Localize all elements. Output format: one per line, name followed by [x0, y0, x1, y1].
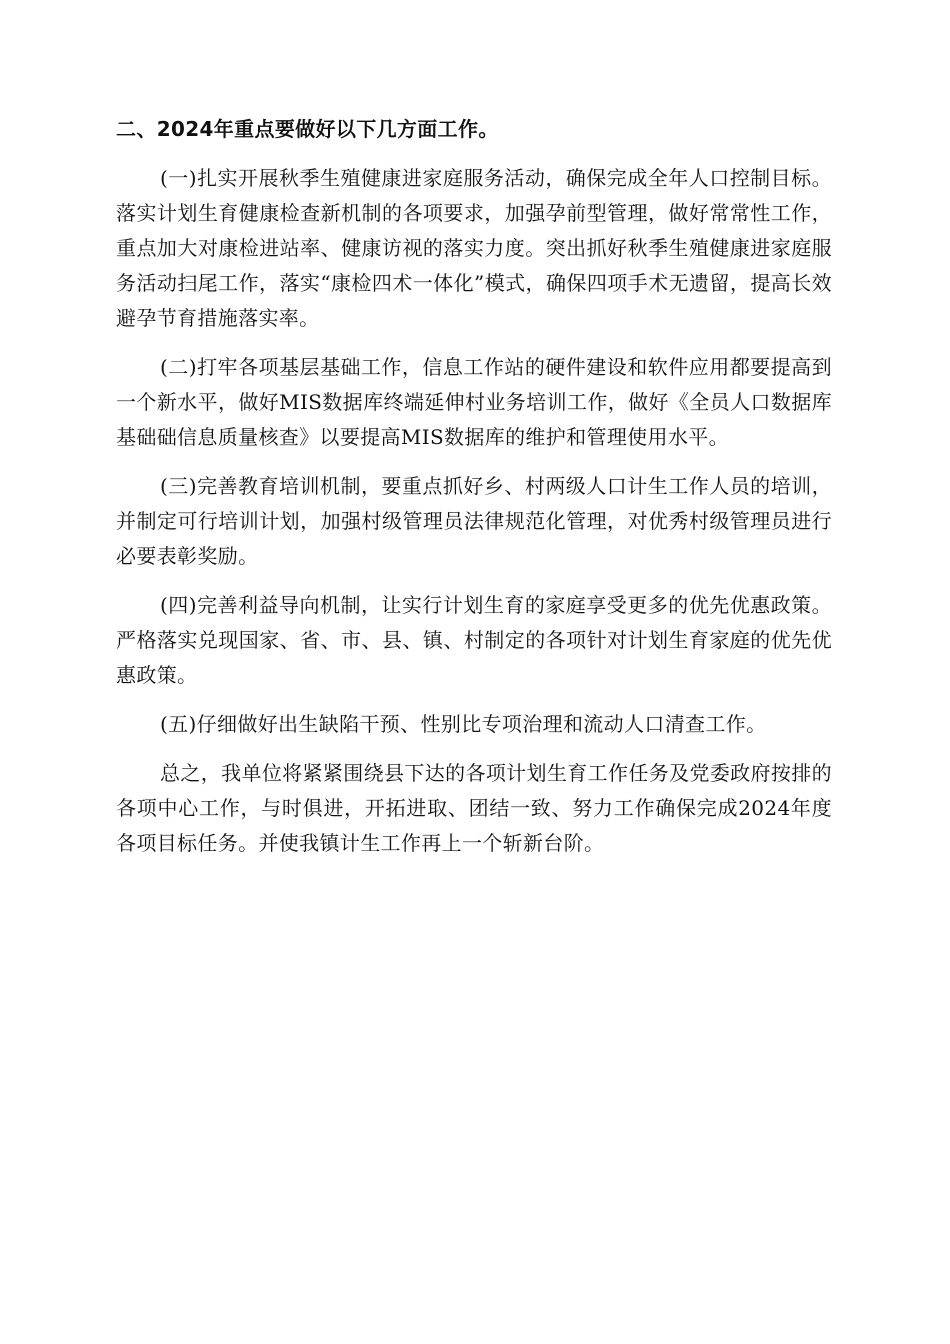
document-body [116, 112, 832, 875]
paragraph-conclusion: 总之，我单位将紧紧围绕县下达的各项计划生育工作任务及党委政府按排的各项中心工作，与时俱进，开拓进取、团结一致、努力工作确保完成2024年度各项目标任务。并使我镇计生工作再上一个斩新台阶。 [116, 761, 832, 855]
paragraph-5: (五)仔细做好出生缺陷干预、性别比专项治理和流动人口清查工作。 [160, 712, 767, 736]
section-heading: 二、2024年重点要做好以下几方面工作。 [116, 117, 499, 141]
paragraph-1: (一)扎实开展秋季生殖健康进家庭服务活动，确保完成全年人口控制目标。落实计划生育健康检查新机制的各项要求，加强孕前型管理，做好常常性工作，重点加大对康检进站率、健康访视的落实力度。突出抓好秋季生殖健康进家庭服务活动扫尾工作，落实“康检四术一体化”模式，确保四项手术无遗留，提高长效避孕节育措施落实率。 [116, 166, 832, 330]
paragraph-2: (二)打牢各项基层基础工作，信息工作站的硬件建设和软件应用都要提高到一个新水平，做好MIS数据库终端延伸村业务培训工作，做好《全员人口数据库基础础信息质量核查》以要提高MIS数据库的维护和管理使用水平。 [116, 355, 832, 449]
paragraph-3: (三)完善教育培训机制，要重点抓好乡、村两级人口计生工作人员的培训，并制定可行培训计划，加强村级管理员法律规范化管理，对优秀村级管理员进行必要表彰奖励。 [116, 474, 832, 568]
paragraph-4: (四)完善利益导向机制，让实行计划生育的家庭享受更多的优先优惠政策。严格落实兑现国家、省、市、县、镇、村制定的各项针对计划生育家庭的优先优惠政策。 [116, 593, 832, 687]
